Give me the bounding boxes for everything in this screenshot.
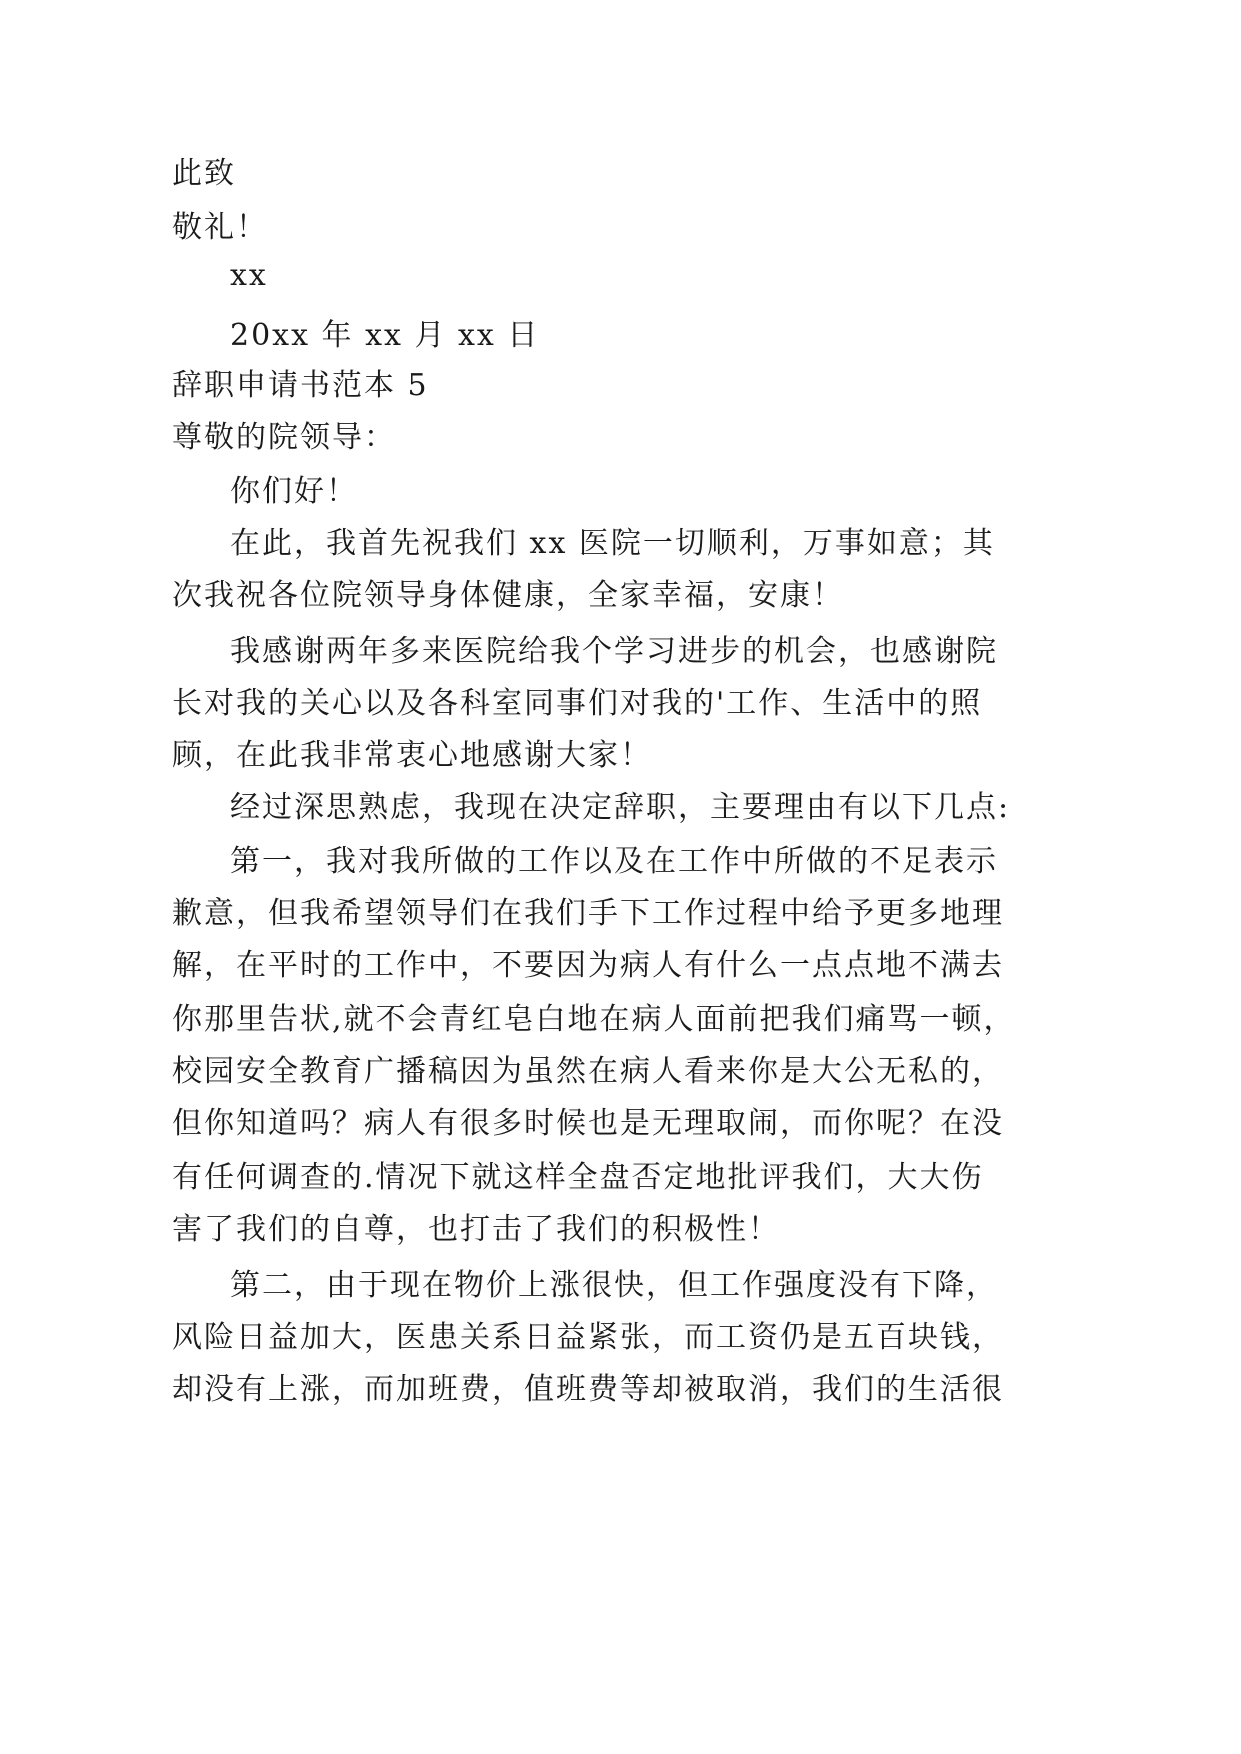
letter-signature: xx [230,258,268,293]
paragraph-line: 我感谢两年多来医院给我个学习进步的机会，也感谢院 [230,634,998,669]
paragraph-line: 害了我们的自尊，也打击了我们的积极性！ [172,1212,780,1247]
salutation: 尊敬的院领导： [172,420,396,455]
paragraph-line: 第二，由于现在物价上涨很快，但工作强度没有下降， [230,1268,998,1303]
paragraph-line: 歉意，但我希望领导们在我们手下工作过程中给予更多地理 [172,896,1004,931]
paragraph-line: 经过深思熟虑，我现在决定辞职，主要理由有以下几点: [230,790,1011,825]
letter-date: 20xx 年 xx 月 xx 日 [230,318,540,353]
paragraph-line: 但你知道吗？病人有很多时候也是无理取闹，而你呢？在没 [172,1106,1004,1141]
greeting: 你们好！ [230,474,358,509]
paragraph-line: 长对我的关心以及各科室同事们对我的'工作、生活中的照 [172,686,983,721]
paragraph-line: 第一，我对我所做的工作以及在工作中所做的不足表示 [230,844,998,879]
paragraph-line: 次我祝各位院领导身体健康，全家幸福，安康！ [172,578,844,613]
paragraph-line: 风险日益加大，医患关系日益紧张，而工资仍是五百块钱， [172,1320,1004,1355]
paragraph-line: 你那里告状,就不会青红皂白地在病人面前把我们痛骂一顿， [172,1002,1016,1037]
paragraph-line: 在此，我首先祝我们 xx 医院一切顺利，万事如意；其 [230,526,995,561]
paragraph-line: 却没有上涨，而加班费，值班费等却被取消，我们的生活很 [172,1372,1004,1407]
paragraph-line: 校园安全教育广播稿因为虽然在病人看来你是大公无私的， [172,1054,1004,1089]
sample-title: 辞职申请书范本 5 [172,368,429,403]
paragraph-line: 解，在平时的工作中，不要因为病人有什么一点点地不满去 [172,948,1004,983]
letter-salute: 敬礼！ [172,210,268,245]
letter-closing: 此致 [172,156,236,191]
paragraph-line: 有任何调查的.情况下就这样全盘否定地批评我们，大大伤 [172,1160,984,1195]
paragraph-line: 顾，在此我非常衷心地感谢大家！ [172,738,652,773]
